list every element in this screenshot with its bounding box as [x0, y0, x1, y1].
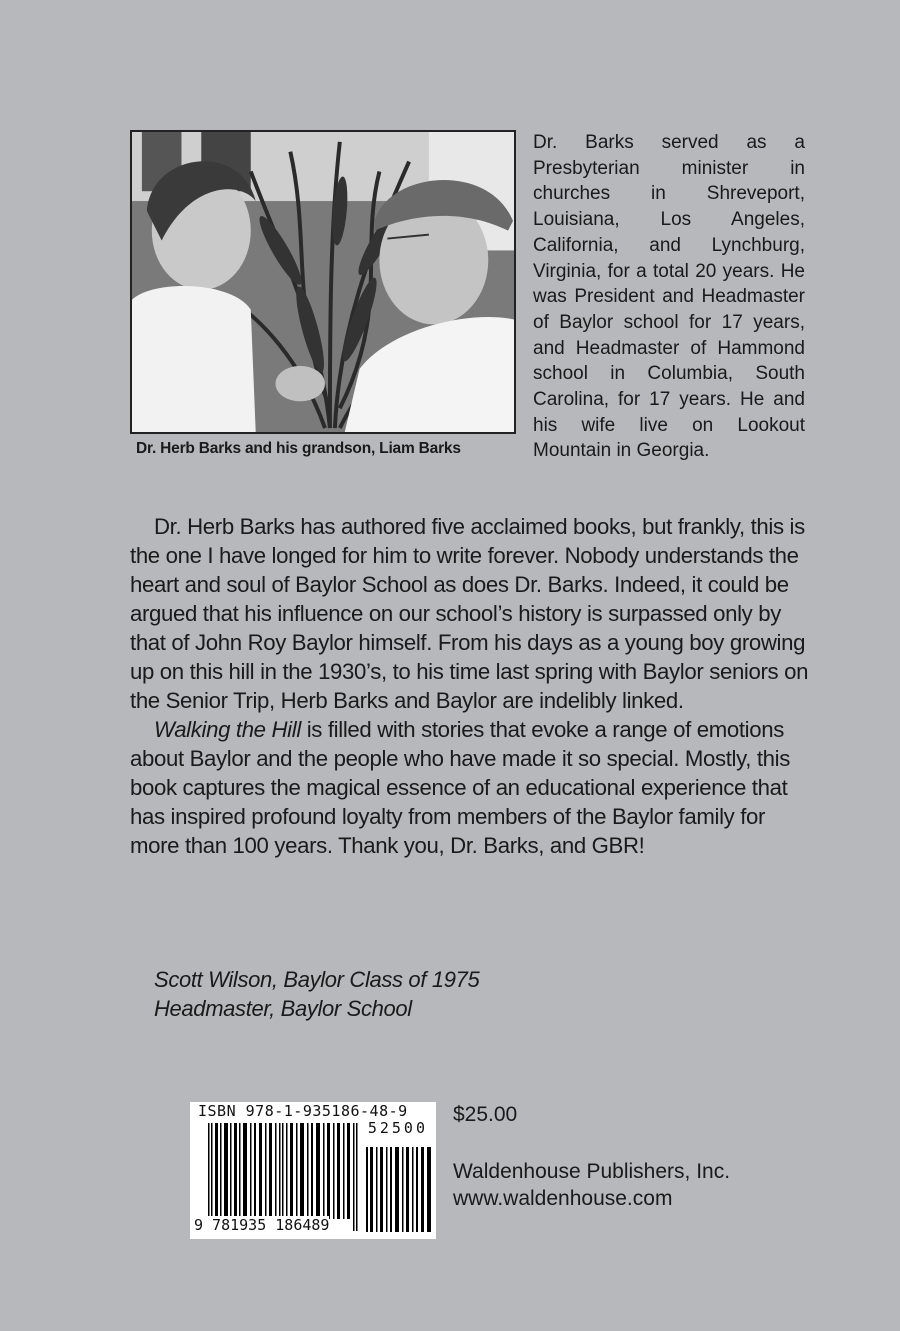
photo-image [132, 132, 514, 432]
book-price: $25.00 [453, 1103, 518, 1126]
endorsement-text [130, 512, 820, 860]
isbn-barcode [190, 1102, 436, 1239]
barcode-main-bars [208, 1123, 358, 1231]
signature-title: Headmaster, Baylor School [154, 996, 412, 1021]
publisher-info [453, 1158, 730, 1212]
endorsement-paragraph-2 [130, 715, 820, 860]
barcode-price-code: 52500 [367, 1119, 428, 1137]
isbn-number: ISBN 978-1-935186-48-9 [198, 1102, 408, 1120]
photo-caption: Dr. Herb Barks and his grandson, Liam Barks [136, 440, 461, 457]
endorsement-paragraph-1: Dr. Herb Barks has authored five acclaimed books, but frankly, this is the one I have longed for him to write forever. Nobody understands the heart and soul of Baylor School as does Dr. Barks. Indeed, it could be argued that his influence on our school’s history is surpassed only by that of John Roy Baylor himself. From his days as a young boy growing up on this hill in the 1930’s, to his time last spring with Baylor seniors on the Senior Trip, Herb Barks and Baylor are indelibly linked. [130, 514, 809, 713]
endorsement-signature [154, 965, 479, 1023]
signature-name: Scott Wilson, Baylor Class of 1975 [154, 967, 480, 992]
publisher-url[interactable]: www.waldenhouse.com [453, 1187, 673, 1210]
ean-digits: 9 781935 186489 [194, 1216, 330, 1234]
endorsement-paragraph-2-text: is filled with stories that evoke a range of emotions about Baylor and the people who have made it so special. Mostly, this book captures the magical essence of an educational experience that has inspired profound loyalty from members of the Baylor family for more than 100 years. Thank you, Dr. Barks, and GBR! [130, 717, 790, 858]
book-title: Walking the Hill [154, 717, 301, 742]
author-bio: Dr. Barks served as a Presbyterian minister in churches in Shreveport, Louisiana, Los Angeles, California, and Lynchburg, Virginia, for a total 20 years. He was President and Headmaster of Baylor school for 17 years, and Headmaster of Hammond school in Columbia, South Carolina, for 17 years. He and his wife live on Lookout Mountain in Georgia. [533, 132, 805, 462]
barcode-ean-digits [194, 1216, 329, 1234]
author-photo [130, 130, 516, 434]
barcode-addon-bars [366, 1147, 432, 1232]
publisher-name: Waldenhouse Publishers, Inc. [453, 1160, 731, 1183]
